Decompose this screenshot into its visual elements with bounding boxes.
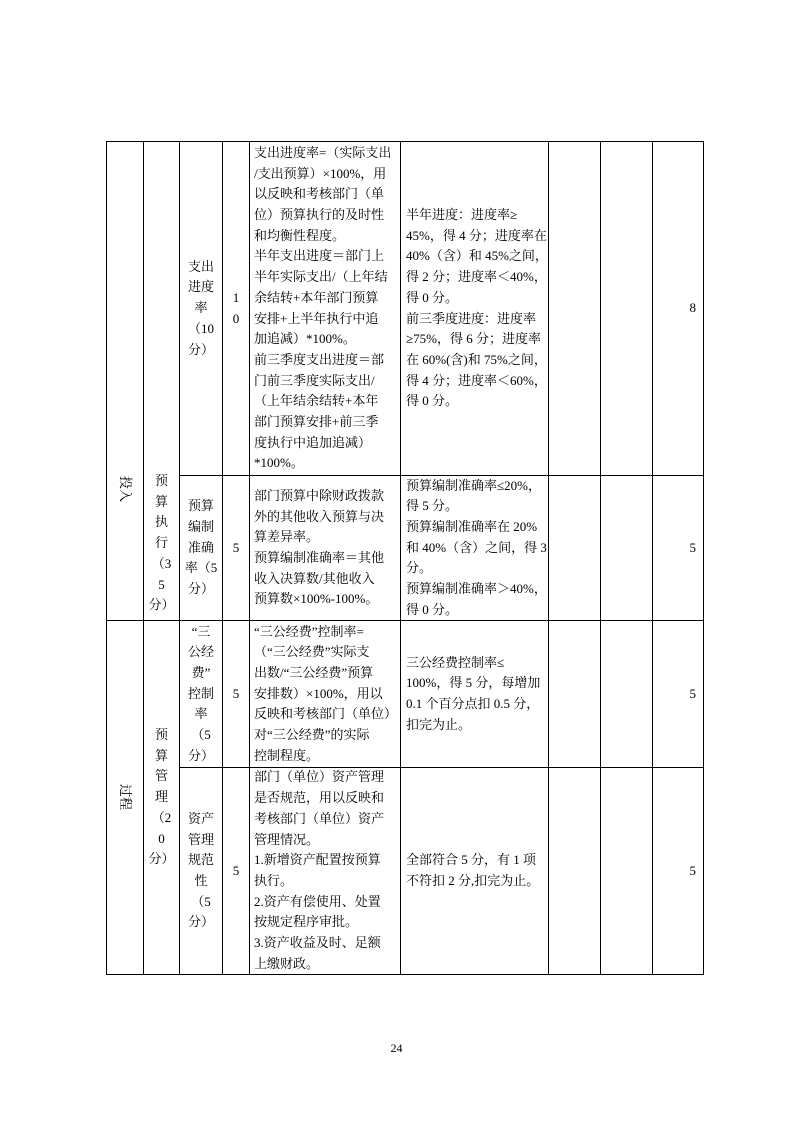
scoring-criteria: 三公经费控制率≤ 100%，得 5 分，每增加 0.1 个百分点扣 0.5 分， 扣完为止。: [406, 654, 541, 732]
definition-cell: [250, 476, 400, 620]
score-cell: [653, 476, 703, 620]
indicator-definition: 部门（单位）资产管理 是否规范，用以反映和 考核部门（单位）资产 管理情况。 1.新增资产配置按预算 执行。 2.资产有偿使用、处置 按规定程序审批。 3.资产收益及时、足额 上缴财政。: [254, 769, 385, 971]
level1-cell-input: [107, 142, 143, 620]
weight-cell: [223, 476, 249, 620]
level2-cell-budget-management: [144, 621, 179, 974]
level2-cell-budget-execution: [144, 142, 179, 620]
criteria-cell: [401, 621, 548, 767]
indicator-definition: “三公经费”控制率= （“三公经费”实际支 出数/“三公经费”预算 安排数）×100%，用以 反映和考核部门（单位） 对“三公经费”的实际 控制程度。: [254, 623, 398, 763]
definition-cell: [250, 768, 400, 974]
level1-cell-process: [107, 621, 143, 974]
criteria-cell: [401, 476, 548, 620]
score-cell: [653, 142, 703, 475]
table-column-divider: [548, 141, 549, 975]
level1-label: 投入: [118, 476, 133, 503]
indicator-name: 预算 编制 准确 率（5 分）: [184, 498, 218, 597]
weight-cell: [223, 142, 249, 475]
indicator-cell: [180, 621, 222, 767]
indicator-weight: 5: [232, 685, 240, 701]
score-cell: [653, 768, 703, 974]
weight-cell: [223, 768, 249, 974]
indicator-cell: [180, 142, 222, 475]
level2-label: 预 算 管 理 （2 0 分）: [148, 727, 175, 867]
score-value: 5: [689, 685, 696, 701]
definition-cell: [250, 142, 400, 475]
criteria-cell: [401, 142, 548, 475]
level2-label: 预 算 执 行 （3 5 分）: [148, 473, 175, 613]
indicator-weight: 1 0: [232, 289, 240, 326]
page-number: 24: [390, 1041, 403, 1055]
indicator-weight: 5: [232, 539, 240, 555]
level1-label: 过程: [118, 784, 133, 811]
scoring-criteria: 半年进度：进度率≥ 45%，得 4 分；进度率在 40%（含）和 45%之间， 得 2 分；进度率＜40%， 得 0 分。 前三季度进度：进度率 ≥75%，得 6 分；进度率 在 60%(含)和 75%之间， 得 4 分；进度率＜60%， 得 0 分。: [406, 206, 548, 409]
criteria-cell: [401, 768, 548, 974]
indicator-cell: [180, 476, 222, 620]
indicator-name: 支出 进度 率 （10 分）: [187, 258, 214, 357]
scoring-criteria: 预算编制准确率≤20%， 得 5 分。 预算编制准确率在 20% 和 40%（含）之间，得 3 分。 预算编制准确率＞40%， 得 0 分。: [406, 477, 547, 617]
table-border-right: [703, 141, 704, 975]
indicator-cell: [180, 768, 222, 974]
table-border-bottom: [106, 974, 704, 975]
indicator-definition: 部门预算中除财政拨款 外的其他收入预算与决 算差异率。 预算编制准确率＝其他 收入决算数/其他收入 预算数×100%-100%。: [254, 487, 385, 607]
score-value: 5: [689, 539, 696, 555]
definition-cell: [250, 621, 400, 767]
scoring-criteria: 全部符合 5 分，有 1 项 不符扣 2 分,扣完为止。: [406, 852, 540, 888]
indicator-name: 资产 管理 规范 性 （5 分）: [187, 810, 214, 930]
indicator-definition: 支出进度率=（实际支出 /支出预算）×100%，用 以反映和考核部门（单 位）预算执行的及时性 和均衡性程度。 半年支出进度＝部门上 半年实际支出/（上年结 余结转+本年部门预算 安排+上半年执行中追 加追减）*100%。 前三季度支出进度＝部 门前三季度实际支出/ （上年结余结转+本年 部门预算安排+前三季 度执行中追加追减） *100%。: [254, 144, 392, 471]
score-value: 8: [689, 300, 696, 316]
score-cell: [653, 621, 703, 767]
indicator-weight: 5: [232, 862, 240, 878]
indicator-name: “三 公经 费” 控制 率 （5 分）: [187, 623, 214, 763]
score-value: 5: [689, 862, 696, 878]
table-column-divider: [600, 141, 601, 975]
weight-cell: [223, 621, 249, 767]
